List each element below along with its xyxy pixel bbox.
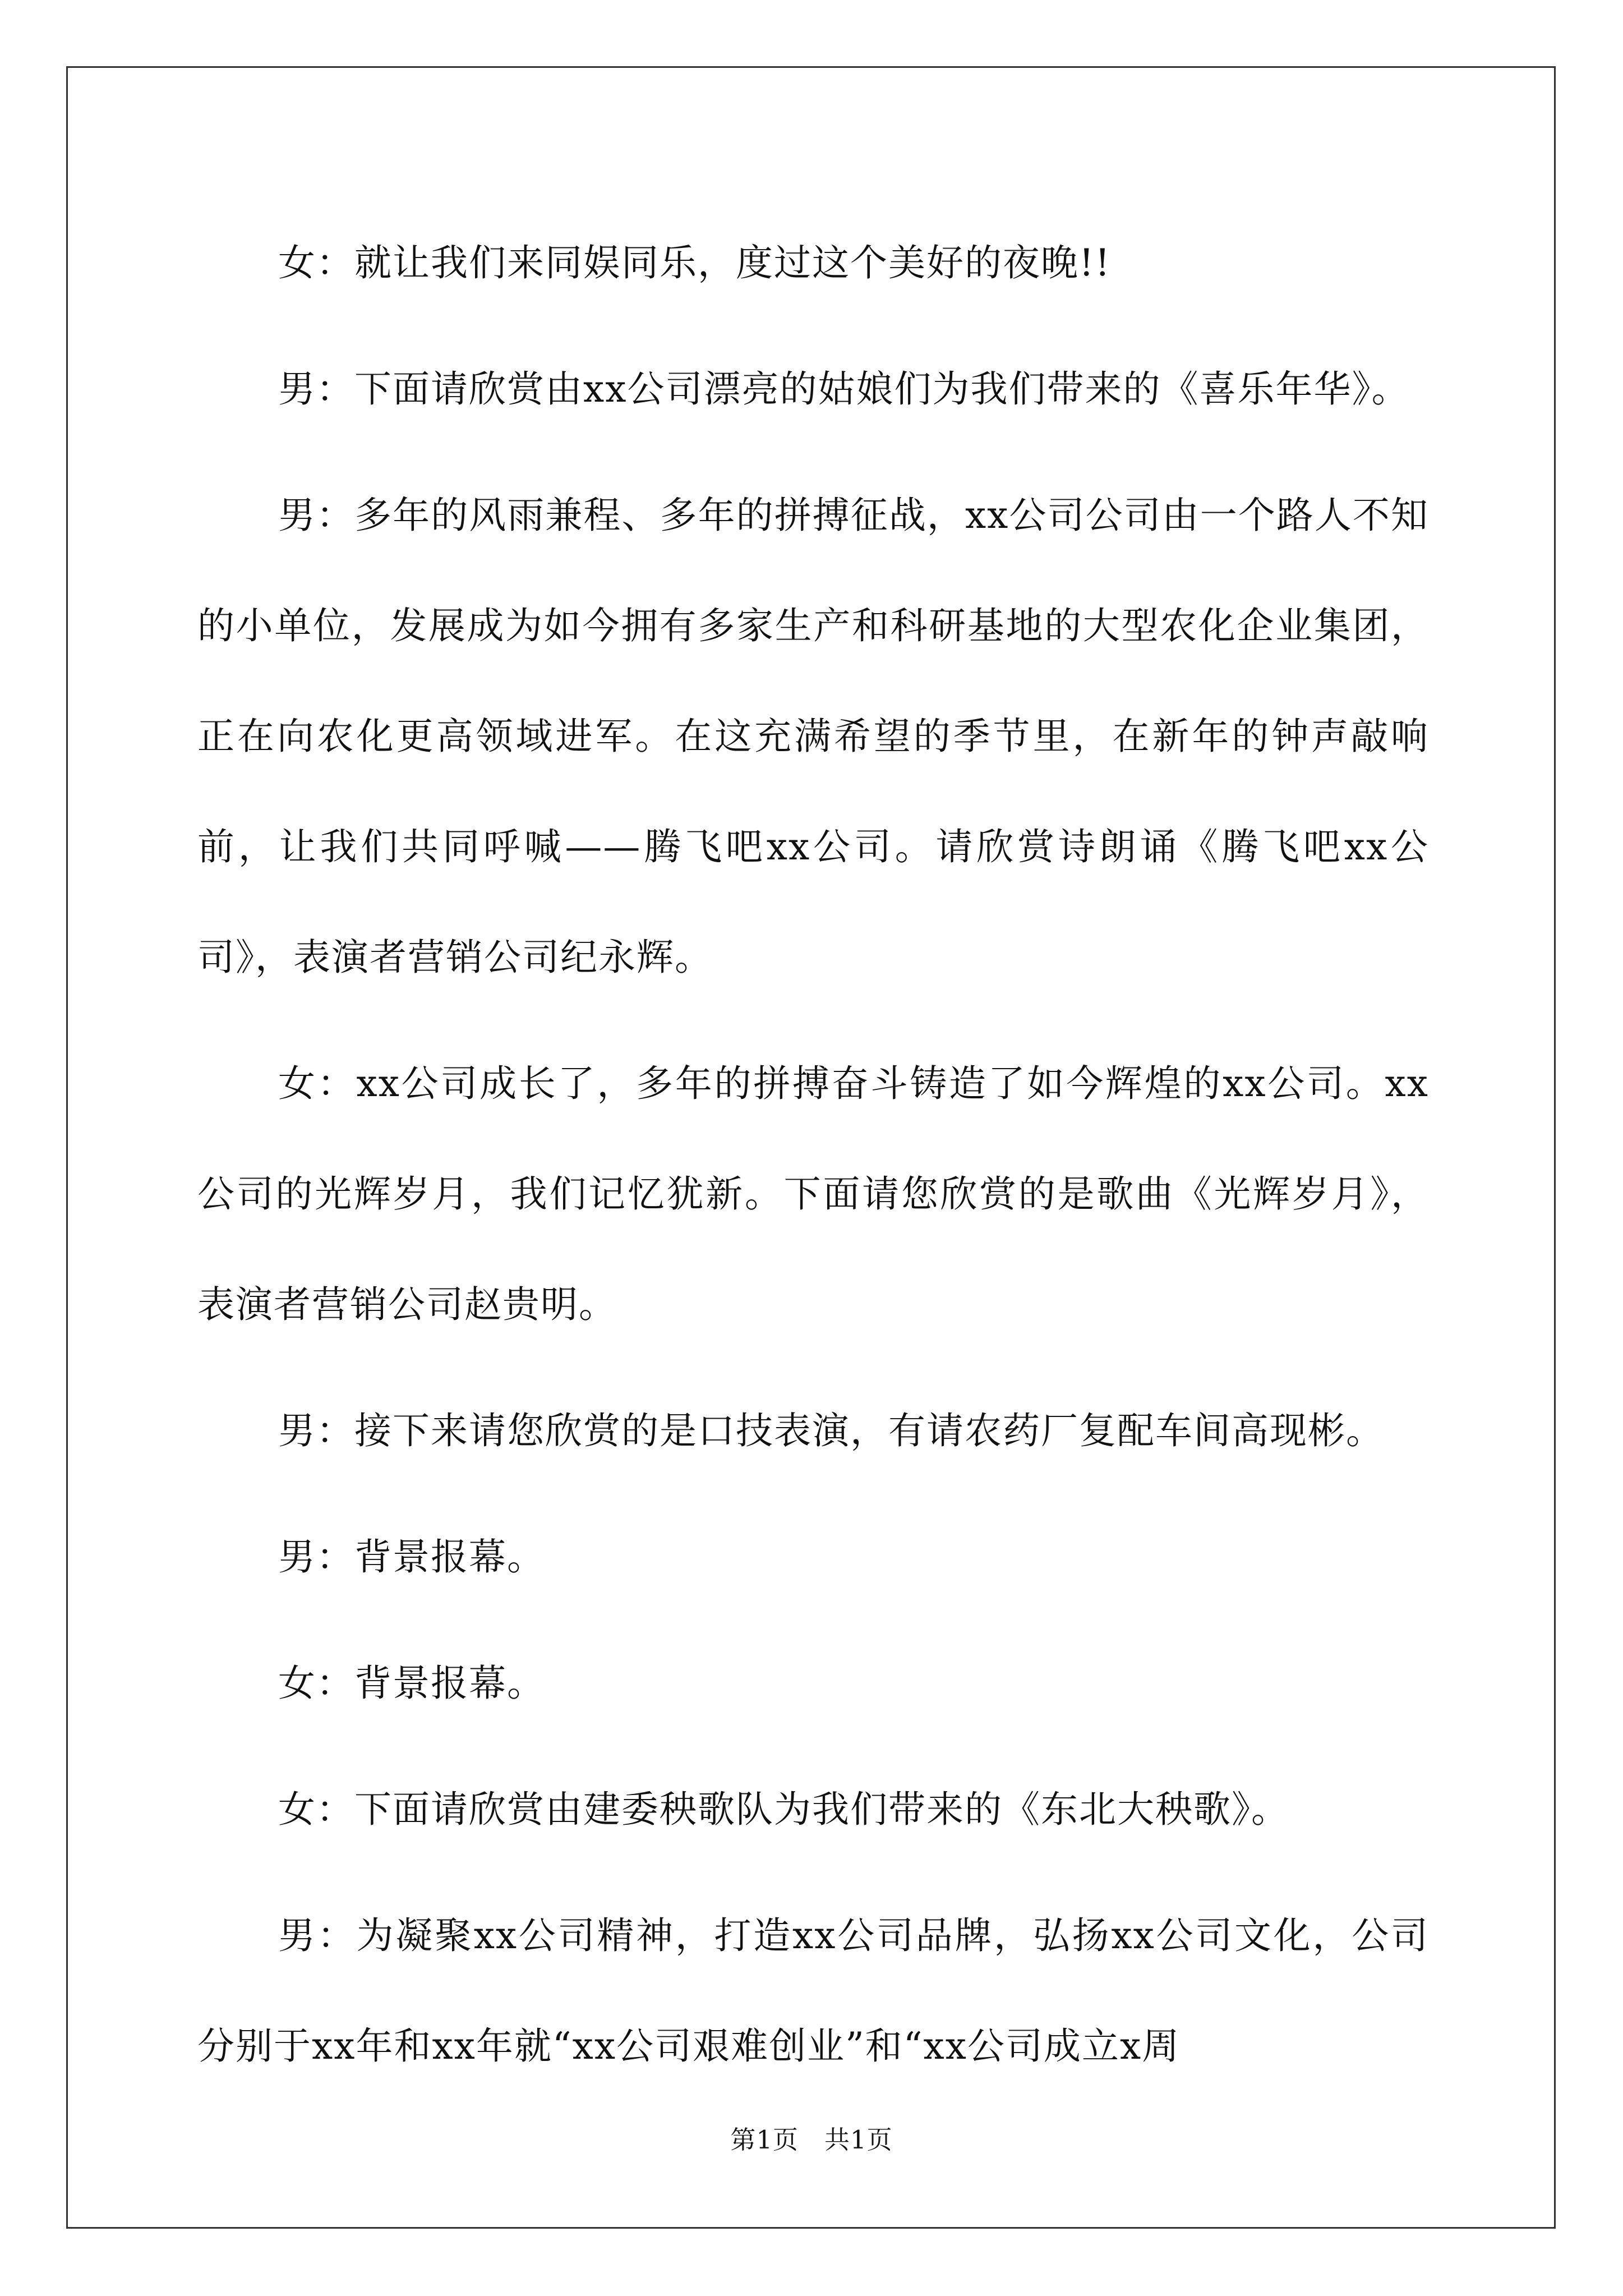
paragraph: 男：多年的风雨兼程、多年的拼搏征战，xx公司公司由一个路人不知的小单位，发展成为如今拥有多家生产和科研基地的大型农化企业集团，正在向农化更高领域进军。在这充满希望的季节里，在新年的钟声敲响前，让我们共同呼喊——腾飞吧xx公司。请欣赏诗朗诵《腾飞吧xx公司》，表演者营销公司纪永辉。 [197,494,1429,979]
paragraph: 女：背景报幕。 [278,1662,545,1705]
paragraph: 男：下面请欣赏由xx公司漂亮的姑娘们为我们带来的《喜乐年华》。 [278,367,1410,411]
paragraph: 男：背景报幕。 [278,1535,545,1579]
paragraph: 男：接下来请您欣赏的是口技表演，有请农药厂复配车间高现彬。 [278,1409,1384,1452]
paragraph: 女：xx公司成长了，多年的拼搏奋斗铸造了如今辉煌的xx公司。xx公司的光辉岁月，我们记忆犹新。下面请您欣赏的是歌曲《光辉岁月》，表演者营销公司赵贵明。 [197,1062,1429,1326]
document-body [197,208,1429,2117]
paragraph: 女：下面请欣赏由建委秧歌队为我们带来的《东北大秧歌》。 [278,1788,1289,1831]
page-footer: 第1页 共1页 [730,2125,893,2155]
paragraph: 女：就让我们来同娱同乐，度过这个美好的夜晚!! [278,241,1112,284]
paragraph: 男：为凝聚xx公司精神，打造xx公司品牌，弘扬xx公司文化，公司分别于xx年和xx年就“xx公司艰难创业”和“xx公司成立x周 [197,1914,1429,2068]
